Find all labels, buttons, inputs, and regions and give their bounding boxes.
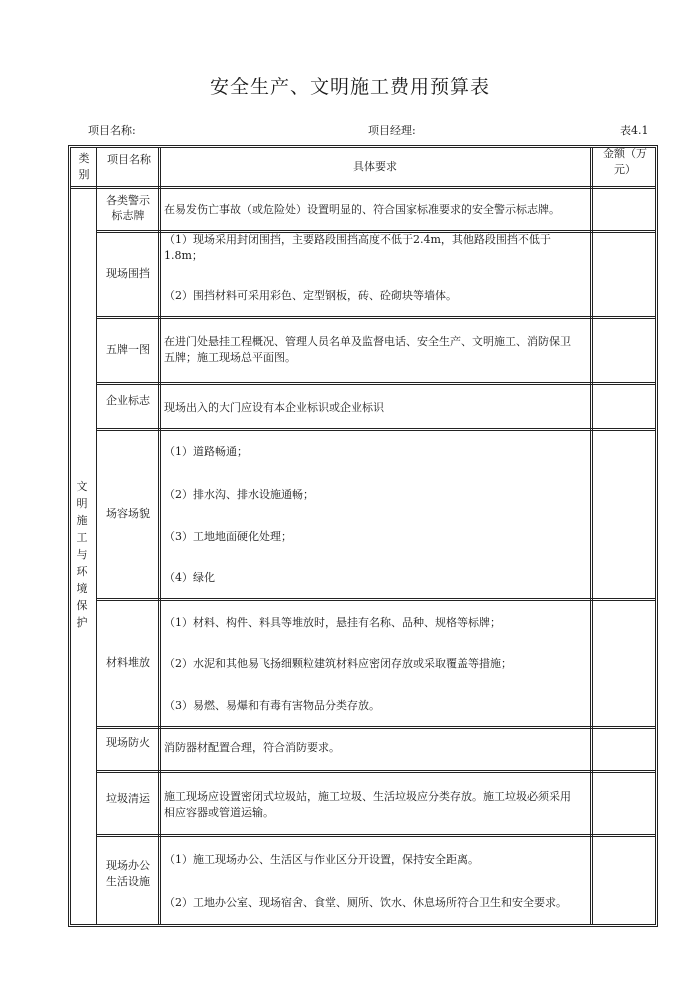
header-amount: 金额（万 元） <box>603 147 647 176</box>
col-divider-name-inner <box>160 147 161 925</box>
item-name-warning-signs: 各类警示 标志牌 <box>106 194 150 222</box>
row-line-7 <box>96 770 656 771</box>
item-name-garbage-removal: 垃圾清运 <box>106 792 150 805</box>
row-line-8b <box>96 836 656 837</box>
requirement-line: （1）现场采用封闭围挡，主要路段围挡高度不低于2.4m，其他路段围挡不低于 <box>164 233 551 246</box>
col-divider-category <box>96 147 97 925</box>
requirement-line: 相应容器或管道运输。 <box>164 806 274 819</box>
item-name-five-boards-one-map: 五牌一图 <box>106 343 150 356</box>
requirement-line: （1）材料、构件、料具等堆放时，悬挂有名称、品种、规格等标牌； <box>164 616 501 629</box>
row-line-8 <box>96 834 656 835</box>
requirement-line: 五牌；施工现场总平面图。 <box>164 351 296 364</box>
requirement-line: 1.8m； <box>164 249 203 262</box>
requirement-line: 现场出入的大门应设有本企业标识或企业标识 <box>164 401 384 414</box>
row-line-5 <box>96 598 656 599</box>
row-line-4b <box>96 430 656 431</box>
requirement-line: （2）水泥和其他易飞扬细颗粒建筑材料应密闭存放或采取覆盖等措施； <box>164 657 512 670</box>
row-line-6 <box>96 726 656 727</box>
requirement-line: 在进门处悬挂工程概况、管理人员名单及监督电话、安全生产、文明施工、消防保卫 <box>164 335 571 348</box>
item-name-site-appearance: 场容场貌 <box>106 507 150 520</box>
requirement-line: （3）工地地面硬化处理； <box>164 530 292 543</box>
category-char: 文 <box>76 480 88 493</box>
requirement-line: （1）道路畅通； <box>164 445 248 458</box>
row-line-4 <box>96 428 656 429</box>
category-char: 保 <box>76 599 88 612</box>
row-line-7b <box>96 772 656 773</box>
category-char: 护 <box>76 616 88 629</box>
table-number: 表4.1 <box>620 124 649 137</box>
requirement-line: 施工现场应设置密闭式垃圾站，施工垃圾、生活垃圾应分类存放。施工垃圾必须采用 <box>164 790 571 803</box>
requirement-line: （2）工地办公室、现场宿舍、食堂、厕所、饮水、休息场所符合卫生和安全要求。 <box>164 896 567 909</box>
header-item-name: 项目名称 <box>107 153 151 166</box>
row-line-3 <box>96 382 656 383</box>
item-name-fire-prevention: 现场防火 <box>106 736 150 749</box>
item-name-office-living-facilities: 现场办公 生活设施 <box>106 859 150 888</box>
row-line-2 <box>96 316 656 317</box>
project-manager-label: 项目经理: <box>368 124 416 137</box>
category-char: 明 <box>76 497 88 510</box>
row-line-2b <box>96 318 656 319</box>
col-divider-amount-inner <box>592 147 593 925</box>
item-name-material-stacking: 材料堆放 <box>106 656 150 669</box>
category-char: 与 <box>76 548 88 561</box>
requirement-line: 消防器材配置合理，符合消防要求。 <box>164 741 340 754</box>
col-divider-name <box>158 147 159 925</box>
requirement-line: （2）排水沟、排水设施通畅； <box>164 488 314 501</box>
item-name-site-enclosure: 现场围挡 <box>106 267 150 280</box>
item-name-company-logo: 企业标志 <box>106 394 150 407</box>
requirement-line: （2）围挡材料可采用彩色、定型钢板，砖、砼砌块等墙体。 <box>164 289 457 302</box>
requirement-line: （1）施工现场办公、生活区与作业区分开设置，保持安全距离。 <box>164 853 479 866</box>
requirement-line: （3）易燃、易爆和有毒有害物品分类存放。 <box>164 699 380 712</box>
page-title: 安全生产、文明施工费用预算表 <box>209 76 490 98</box>
row-line-3b <box>96 384 656 385</box>
header-category: 类 别 <box>78 152 90 181</box>
row-line-6b <box>96 728 656 729</box>
col-divider-amount <box>590 147 591 925</box>
category-char: 施 <box>76 514 88 527</box>
project-name-label: 项目名称: <box>88 124 136 137</box>
requirement-line: 在易发伤亡事故（或危险处）设置明显的、符合国家标准要求的安全警示标志牌。 <box>164 203 560 216</box>
category-char: 境 <box>76 582 88 595</box>
category-cell <box>72 478 92 631</box>
category-char: 环 <box>76 565 88 578</box>
category-char: 工 <box>76 531 88 544</box>
row-line-5b <box>96 600 656 601</box>
header-requirements: 具体要求 <box>353 160 397 173</box>
row-line-1 <box>96 230 656 231</box>
requirement-line: （4）绿化 <box>164 571 215 584</box>
